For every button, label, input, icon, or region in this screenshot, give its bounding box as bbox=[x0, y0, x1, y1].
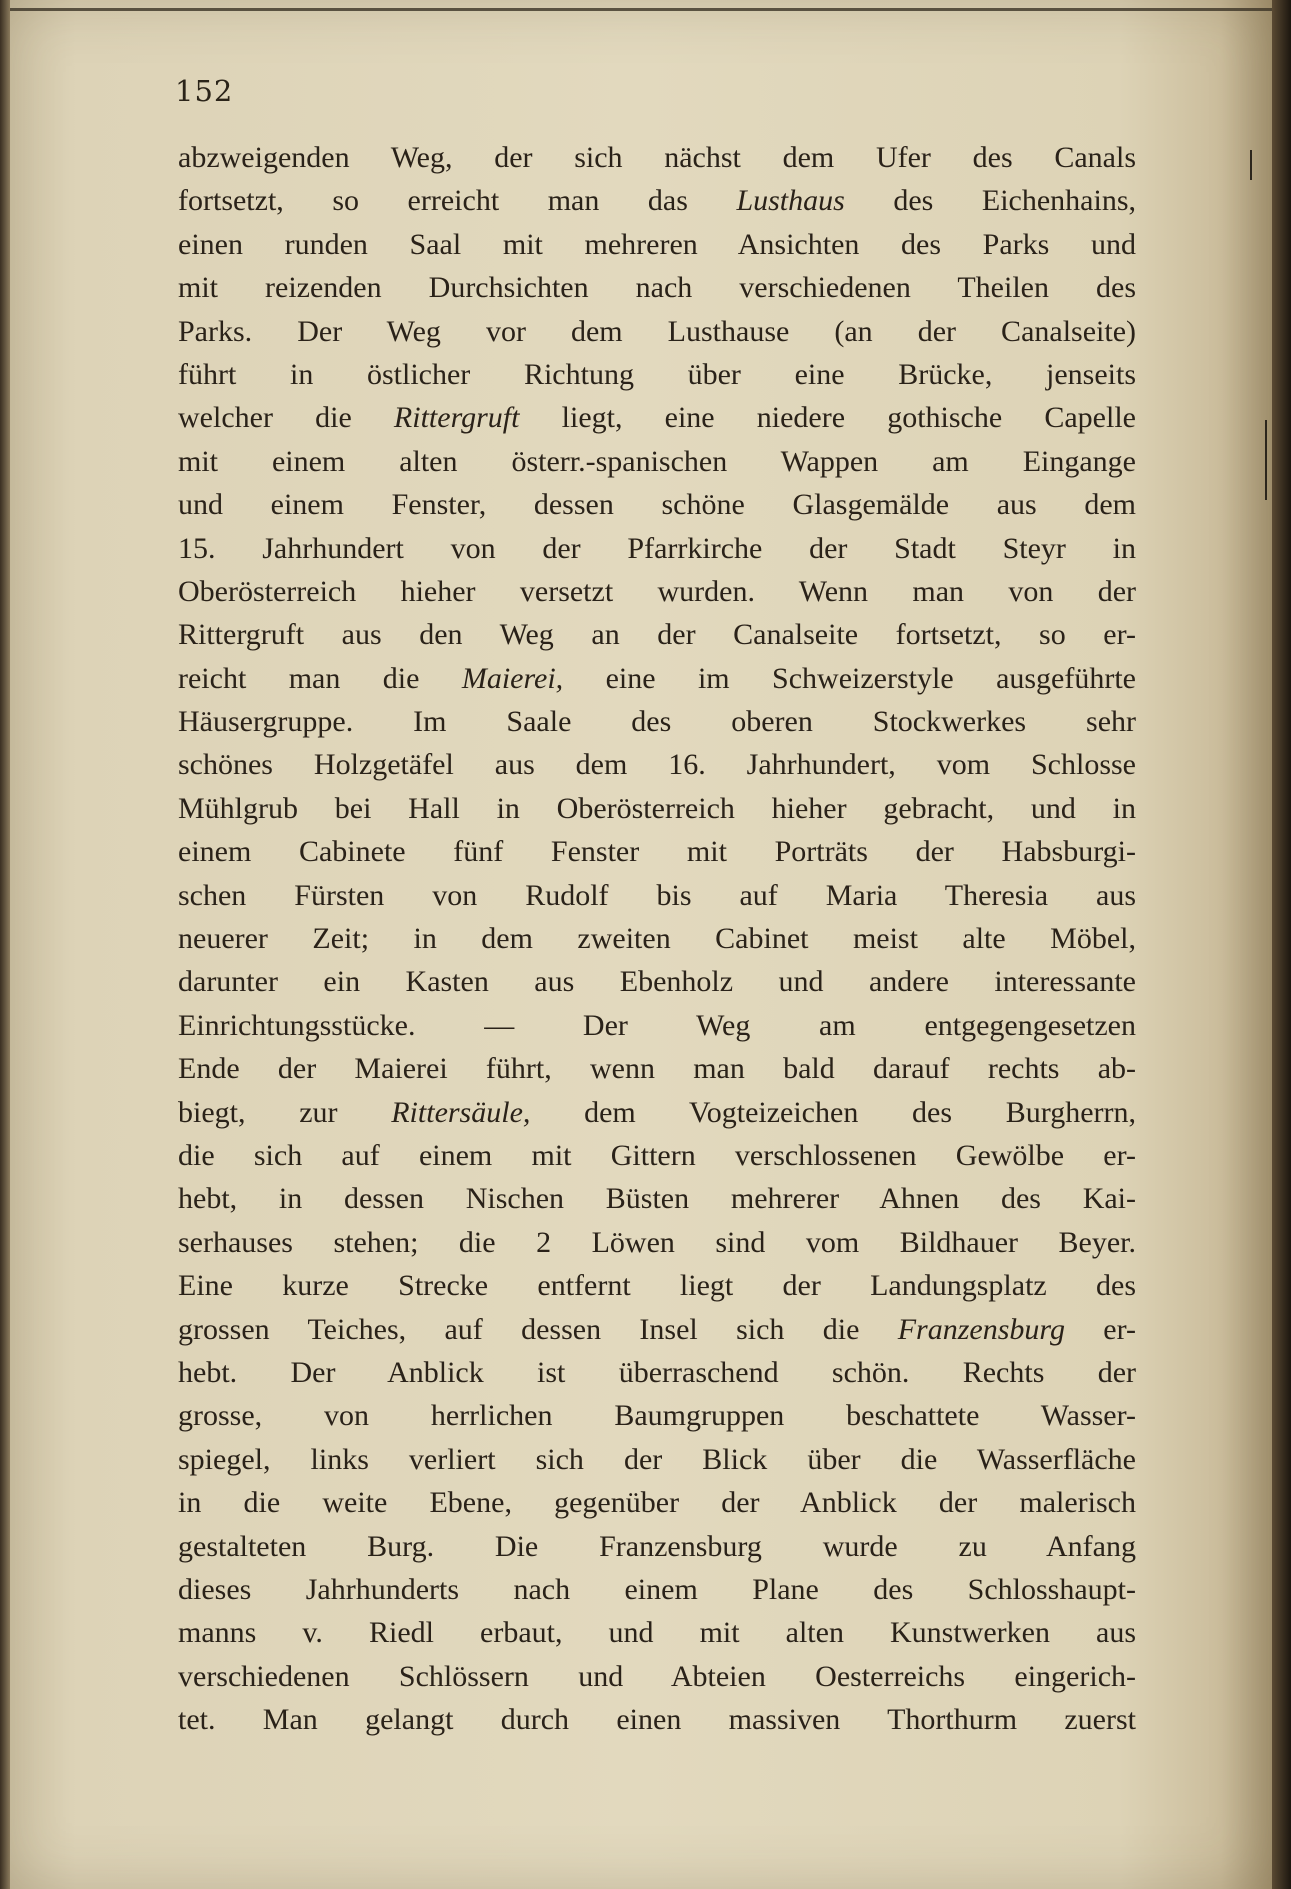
text-run: verschiedenen Schlössern und Abteien Oesterreichs eingerich- bbox=[178, 1659, 1136, 1693]
text-line bbox=[178, 179, 1136, 222]
text-run: Rittergruft aus den Weg an der Canalseite fortsetzt, so er- bbox=[178, 618, 1136, 652]
text-line bbox=[178, 483, 1136, 526]
text-line bbox=[178, 1047, 1136, 1090]
text-line bbox=[178, 570, 1136, 613]
top-border bbox=[0, 8, 1272, 11]
text-run: mit reizenden Durchsichten nach verschiedenen Theilen des bbox=[178, 271, 1136, 305]
text-line bbox=[178, 657, 1136, 700]
text-run: gestalteten Burg. Die Franzensburg wurde zu Anfang bbox=[178, 1529, 1136, 1563]
text-line bbox=[178, 1308, 1136, 1351]
text-line bbox=[178, 874, 1136, 917]
text-line bbox=[178, 1525, 1136, 1568]
text-run: einem Cabinete fünf Fenster mit Porträts der Habsburgi- bbox=[178, 835, 1136, 869]
text-line bbox=[178, 1568, 1136, 1611]
text-run: Häusergruppe. Im Saale des oberen Stockwerkes sehr bbox=[178, 705, 1136, 739]
text-line bbox=[178, 1655, 1136, 1698]
text-line bbox=[178, 1611, 1136, 1654]
text-run: 15. Jahrhundert von der Pfarrkirche der Stadt Steyr in bbox=[178, 531, 1136, 565]
text-run: eine im Schweizerstyle ausgeführte bbox=[563, 661, 1136, 695]
text-run: dieses Jahrhunderts nach einem Plane des Schlosshaupt- bbox=[178, 1572, 1136, 1606]
text-run: schen Fürsten von Rudolf bis auf Maria Theresia aus bbox=[178, 878, 1136, 912]
text-line bbox=[178, 527, 1136, 570]
text-run: fortsetzt, so erreicht man das bbox=[178, 184, 737, 218]
text-run: des Eichenhains, bbox=[844, 184, 1137, 218]
text-run: er- bbox=[1064, 1312, 1136, 1346]
text-line bbox=[178, 960, 1136, 1003]
text-run: Einrichtungsstücke. — Der Weg am entgegengesetzen bbox=[178, 1008, 1136, 1042]
text-line bbox=[178, 1264, 1136, 1307]
text-line bbox=[178, 700, 1136, 743]
text-run: darunter ein Kasten aus Ebenholz und andere interessante bbox=[178, 965, 1136, 999]
italic-term: Rittersäule, bbox=[391, 1095, 531, 1129]
text-run: abzweigenden Weg, der sich nächst dem Ufer des Canals bbox=[178, 141, 1136, 174]
text-line bbox=[178, 1004, 1136, 1047]
text-line bbox=[178, 613, 1136, 656]
text-line bbox=[178, 223, 1136, 266]
text-run: mit einem alten österr.-spanischen Wappen am Eingange bbox=[178, 444, 1136, 478]
text-line bbox=[178, 1394, 1136, 1437]
text-run: Eine kurze Strecke entfernt liegt der Landungsplatz des bbox=[178, 1269, 1136, 1303]
text-line bbox=[178, 1438, 1136, 1481]
left-page-edge bbox=[0, 0, 10, 1889]
text-run: führt in östlicher Richtung über eine Brücke, jenseits bbox=[178, 357, 1136, 391]
text-run: die sich auf einem mit Gittern verschlossenen Gewölbe er- bbox=[178, 1138, 1136, 1172]
text-run: hebt, in dessen Nischen Büsten mehrerer Ahnen des Kai- bbox=[178, 1182, 1136, 1216]
text-run: Parks. Der Weg vor dem Lusthause (an der Canalseite) bbox=[178, 314, 1136, 348]
text-run: und einem Fenster, dessen schöne Glasgemälde aus dem bbox=[178, 488, 1136, 522]
text-run: in die weite Ebene, gegenüber der Anblick der malerisch bbox=[178, 1486, 1136, 1520]
text-run: tet. Man gelangt durch einen massiven Thorthurm zuerst bbox=[178, 1703, 1136, 1737]
text-run: schönes Holzgetäfel aus dem 16. Jahrhundert, vom Schlosse bbox=[178, 748, 1136, 782]
text-run: Ende der Maierei führt, wenn man bald darauf rechts ab- bbox=[178, 1052, 1136, 1086]
text-run: grossen Teiches, auf dessen Insel sich die bbox=[178, 1312, 898, 1346]
text-line bbox=[178, 266, 1136, 309]
text-line bbox=[178, 440, 1136, 483]
page-number: 152 bbox=[175, 74, 234, 108]
text-line bbox=[178, 1698, 1136, 1741]
text-run: spiegel, links verliert sich der Blick über die Wasserfläche bbox=[178, 1442, 1136, 1476]
body-text bbox=[178, 136, 1136, 1741]
italic-term: Franzensburg bbox=[897, 1312, 1065, 1346]
margin-mark bbox=[1265, 420, 1267, 500]
book-binding bbox=[1272, 0, 1291, 1889]
text-run: dem Vogteizeichen des Burgherrn, bbox=[530, 1095, 1136, 1129]
margin-mark bbox=[1250, 150, 1252, 180]
text-run: Mühlgrub bei Hall in Oberösterreich hieher gebracht, und in bbox=[178, 791, 1136, 825]
text-run: einen runden Saal mit mehreren Ansichten des Parks und bbox=[178, 227, 1136, 261]
text-line bbox=[178, 136, 1136, 179]
text-run: manns v. Riedl erbaut, und mit alten Kunstwerken aus bbox=[178, 1616, 1136, 1650]
text-run: liegt, eine niedere gothische Capelle bbox=[519, 401, 1136, 435]
text-run: serhauses stehen; die 2 Löwen sind vom Bildhauer Beyer. bbox=[178, 1225, 1136, 1259]
text-line bbox=[178, 787, 1136, 830]
text-line bbox=[178, 396, 1136, 439]
text-line bbox=[178, 353, 1136, 396]
italic-term: Maierei, bbox=[461, 661, 564, 695]
text-line bbox=[178, 1351, 1136, 1394]
text-line bbox=[178, 917, 1136, 960]
text-run: biegt, zur bbox=[178, 1095, 392, 1129]
text-line bbox=[178, 743, 1136, 786]
text-run: grosse, von herrlichen Baumgruppen beschattete Wasser- bbox=[178, 1399, 1136, 1433]
italic-term: Rittergruft bbox=[393, 401, 520, 435]
italic-term: Lusthaus bbox=[736, 184, 845, 218]
text-run: reicht man die bbox=[178, 661, 462, 695]
text-run: neuerer Zeit; in dem zweiten Cabinet meist alte Möbel, bbox=[178, 922, 1136, 956]
text-run: welcher die bbox=[178, 401, 394, 435]
text-line bbox=[178, 1134, 1136, 1177]
text-line bbox=[178, 1481, 1136, 1524]
text-line bbox=[178, 1221, 1136, 1264]
text-run: Oberösterreich hieher versetzt wurden. Wenn man von der bbox=[178, 574, 1136, 608]
text-line bbox=[178, 830, 1136, 873]
text-line bbox=[178, 310, 1136, 353]
text-run: hebt. Der Anblick ist überraschend schön. Rechts der bbox=[178, 1355, 1136, 1389]
text-line bbox=[178, 1177, 1136, 1220]
text-line bbox=[178, 1091, 1136, 1134]
